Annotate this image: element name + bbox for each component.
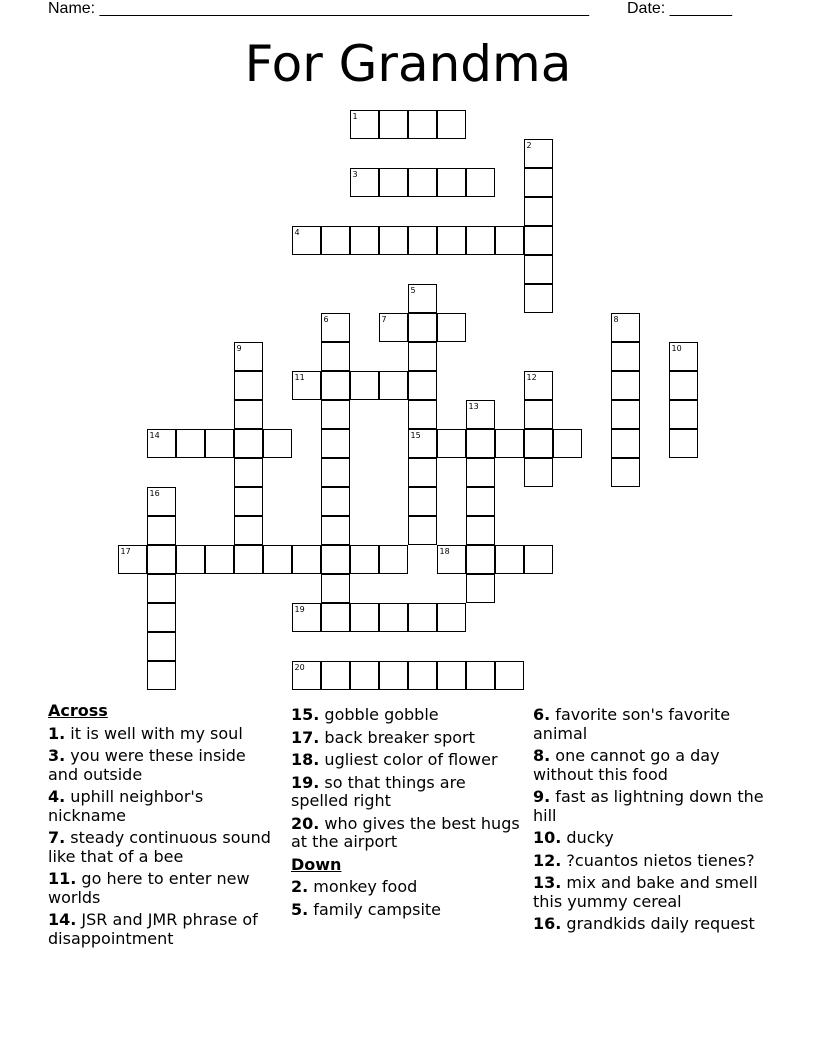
grid-cell[interactable] bbox=[437, 545, 466, 574]
grid-cell[interactable] bbox=[408, 516, 437, 545]
clue-text: fast as lightning down the hill bbox=[533, 787, 764, 825]
clue-text: uphill neighbor's nickname bbox=[48, 787, 204, 825]
grid-cell[interactable] bbox=[524, 400, 553, 429]
grid-cell[interactable] bbox=[611, 458, 640, 487]
clue-number: 7 bbox=[381, 315, 387, 324]
clue-item bbox=[48, 788, 278, 825]
clue-number-label: 20. bbox=[291, 813, 320, 833]
clue-number-label: 9. bbox=[533, 787, 551, 806]
clue-item bbox=[291, 878, 523, 897]
grid-cell[interactable] bbox=[147, 516, 176, 545]
grid-cell[interactable] bbox=[466, 400, 495, 429]
clue-text: back breaker sport bbox=[319, 727, 475, 747]
grid-cell[interactable] bbox=[524, 255, 553, 284]
clue-number-label: 5. bbox=[291, 899, 309, 919]
grid-cell[interactable] bbox=[350, 226, 379, 255]
grid-cell[interactable] bbox=[321, 603, 350, 632]
grid-cell[interactable] bbox=[408, 226, 437, 255]
grid-cell[interactable] bbox=[350, 661, 379, 690]
grid-cell[interactable] bbox=[524, 168, 553, 197]
clue-item bbox=[48, 725, 278, 744]
grid-cell[interactable] bbox=[147, 661, 176, 690]
grid-cell[interactable] bbox=[524, 371, 553, 400]
down-heading: Down bbox=[291, 854, 342, 874]
grid-cell[interactable] bbox=[437, 226, 466, 255]
grid-cell[interactable] bbox=[466, 516, 495, 545]
grid-cell[interactable] bbox=[292, 661, 321, 690]
grid-cell[interactable] bbox=[147, 574, 176, 603]
clue-number: 14 bbox=[149, 431, 160, 440]
grid-cell[interactable] bbox=[408, 313, 437, 342]
grid-cell[interactable] bbox=[321, 342, 350, 371]
grid-cell[interactable] bbox=[176, 545, 205, 574]
grid-cell[interactable] bbox=[321, 371, 350, 400]
grid-cell[interactable] bbox=[350, 371, 379, 400]
grid-cell[interactable] bbox=[408, 168, 437, 197]
clue-number-label: 14. bbox=[48, 910, 77, 929]
grid-cell[interactable] bbox=[553, 429, 582, 458]
clue-item bbox=[533, 788, 773, 825]
grid-cell[interactable] bbox=[321, 458, 350, 487]
clue-item bbox=[48, 911, 278, 948]
grid-cell[interactable] bbox=[524, 429, 553, 458]
clue-number-label: 1. bbox=[48, 723, 66, 743]
clue-text: monkey food bbox=[308, 877, 418, 896]
grid-cell[interactable] bbox=[466, 429, 495, 458]
grid-cell[interactable] bbox=[495, 429, 524, 458]
grid-cell[interactable] bbox=[321, 516, 350, 545]
clue-number: 18 bbox=[439, 547, 450, 556]
clue-number: 6 bbox=[323, 315, 329, 324]
grid-cell[interactable] bbox=[524, 226, 553, 255]
clue-number: 11 bbox=[294, 373, 305, 382]
date-field-label[interactable]: Date: _______ bbox=[627, 0, 732, 17]
clue-text: JSR and JMR phrase of disappointment bbox=[48, 910, 258, 948]
clue-text: favorite son's favorite animal bbox=[533, 705, 731, 743]
clue-text: go here to enter new worlds bbox=[48, 869, 250, 907]
clue-number: 19 bbox=[294, 605, 305, 614]
clue-text: you were these inside and outside bbox=[48, 746, 246, 784]
clue-number: 2 bbox=[526, 141, 532, 150]
grid-cell[interactable] bbox=[408, 371, 437, 400]
grid-cell[interactable] bbox=[437, 429, 466, 458]
grid-cell[interactable] bbox=[350, 168, 379, 197]
grid-cell[interactable] bbox=[408, 661, 437, 690]
clue-text: so that things are spelled right bbox=[291, 772, 466, 810]
grid-cell[interactable] bbox=[379, 603, 408, 632]
grid-cell[interactable] bbox=[437, 661, 466, 690]
grid-cell[interactable] bbox=[147, 487, 176, 516]
clue-number-label: 17. bbox=[291, 727, 320, 747]
clue-number-label: 8. bbox=[533, 746, 551, 765]
clue-item bbox=[291, 774, 523, 811]
grid-cell[interactable] bbox=[466, 168, 495, 197]
grid-cell[interactable] bbox=[379, 226, 408, 255]
grid-cell[interactable] bbox=[408, 284, 437, 313]
clue-text: steady continuous sound like that of a bee bbox=[48, 828, 271, 866]
grid-cell[interactable] bbox=[611, 400, 640, 429]
clue-number: 9 bbox=[236, 344, 242, 353]
grid-cell[interactable] bbox=[350, 545, 379, 574]
grid-cell[interactable] bbox=[292, 545, 321, 574]
grid-cell[interactable] bbox=[466, 661, 495, 690]
clue-number-label: 3. bbox=[48, 746, 66, 765]
clue-item bbox=[533, 915, 773, 934]
grid-cell[interactable] bbox=[350, 110, 379, 139]
clue-item bbox=[533, 852, 773, 871]
grid-cell[interactable] bbox=[524, 545, 553, 574]
grid-cell[interactable] bbox=[669, 429, 698, 458]
grid-cell[interactable] bbox=[147, 603, 176, 632]
clue-number: 13 bbox=[468, 402, 479, 411]
clue-number: 12 bbox=[526, 373, 537, 382]
grid-cell[interactable] bbox=[437, 168, 466, 197]
grid-cell[interactable] bbox=[669, 342, 698, 371]
grid-cell[interactable] bbox=[147, 632, 176, 661]
grid-cell[interactable] bbox=[379, 110, 408, 139]
grid-cell[interactable] bbox=[234, 487, 263, 516]
grid-cell[interactable] bbox=[466, 458, 495, 487]
clue-number-label: 19. bbox=[291, 772, 320, 792]
clue-item bbox=[291, 729, 523, 748]
grid-cell[interactable] bbox=[321, 661, 350, 690]
clue-number-label: 10. bbox=[533, 828, 562, 847]
clue-item bbox=[291, 815, 523, 852]
clue-item bbox=[533, 829, 773, 848]
grid-cell[interactable] bbox=[466, 574, 495, 603]
clues-column-1 bbox=[48, 702, 278, 948]
grid-cell[interactable] bbox=[669, 400, 698, 429]
grid-cell[interactable] bbox=[321, 400, 350, 429]
grid-cell[interactable] bbox=[321, 574, 350, 603]
grid-cell[interactable] bbox=[234, 400, 263, 429]
grid-cell[interactable] bbox=[292, 371, 321, 400]
grid-cell[interactable] bbox=[234, 516, 263, 545]
grid-cell[interactable] bbox=[466, 545, 495, 574]
grid-cell[interactable] bbox=[379, 545, 408, 574]
clue-item bbox=[291, 901, 523, 920]
grid-cell[interactable] bbox=[524, 197, 553, 226]
clue-text: family campsite bbox=[308, 899, 442, 919]
grid-cell[interactable] bbox=[350, 603, 379, 632]
clue-item bbox=[48, 870, 278, 907]
grid-cell[interactable] bbox=[466, 487, 495, 516]
grid-cell[interactable] bbox=[379, 371, 408, 400]
grid-cell[interactable] bbox=[234, 458, 263, 487]
grid-cell[interactable] bbox=[321, 429, 350, 458]
grid-cell[interactable] bbox=[147, 545, 176, 574]
clue-text: gobble gobble bbox=[319, 705, 439, 724]
clue-text: ugliest color of flower bbox=[319, 750, 498, 769]
grid-cell[interactable] bbox=[408, 110, 437, 139]
name-field-label[interactable]: Name: _______________________________________________________ bbox=[48, 0, 589, 17]
grid-cell[interactable] bbox=[408, 458, 437, 487]
clue-text: ducky bbox=[561, 828, 614, 847]
grid-cell[interactable] bbox=[669, 371, 698, 400]
grid-cell[interactable] bbox=[495, 661, 524, 690]
clue-number: 5 bbox=[410, 286, 416, 295]
grid-cell[interactable] bbox=[524, 139, 553, 168]
clue-number-label: 6. bbox=[533, 705, 551, 724]
across-clue-list bbox=[48, 725, 278, 949]
grid-cell[interactable] bbox=[408, 342, 437, 371]
grid-cell[interactable] bbox=[437, 603, 466, 632]
clue-number-label: 16. bbox=[533, 914, 562, 933]
grid-cell[interactable] bbox=[292, 226, 321, 255]
clue-item bbox=[48, 747, 278, 784]
clue-text: it is well with my soul bbox=[65, 723, 243, 743]
clue-number: 8 bbox=[613, 315, 619, 324]
grid-cell[interactable] bbox=[524, 284, 553, 313]
clue-number-label: 15. bbox=[291, 705, 320, 724]
clue-number-label: 13. bbox=[533, 873, 562, 892]
clue-number: 4 bbox=[294, 228, 300, 237]
clue-number: 10 bbox=[671, 344, 682, 353]
grid-cell[interactable] bbox=[205, 429, 234, 458]
grid-cell[interactable] bbox=[205, 545, 234, 574]
grid-cell[interactable] bbox=[321, 545, 350, 574]
clues-column-3 bbox=[533, 702, 773, 934]
grid-cell[interactable] bbox=[379, 168, 408, 197]
clue-number-label: 12. bbox=[533, 850, 562, 870]
clue-number: 16 bbox=[149, 489, 160, 498]
grid-cell[interactable] bbox=[495, 545, 524, 574]
clue-text: grandkids daily request bbox=[561, 914, 755, 933]
grid-cell[interactable] bbox=[263, 429, 292, 458]
grid-cell[interactable] bbox=[234, 371, 263, 400]
grid-cell[interactable] bbox=[321, 226, 350, 255]
clue-item bbox=[48, 829, 278, 866]
clue-number: 20 bbox=[294, 663, 305, 672]
clue-item bbox=[533, 706, 773, 743]
grid-cell[interactable] bbox=[611, 371, 640, 400]
grid-cell[interactable] bbox=[263, 545, 292, 574]
clue-number-label: 18. bbox=[291, 750, 320, 769]
grid-cell[interactable] bbox=[234, 545, 263, 574]
grid-cell[interactable] bbox=[408, 400, 437, 429]
clue-number-label: 4. bbox=[48, 787, 66, 806]
clue-number: 3 bbox=[352, 170, 358, 179]
clue-item bbox=[533, 874, 773, 911]
clue-text: one cannot go a day without this food bbox=[533, 746, 720, 784]
page-title: For Grandma bbox=[244, 35, 572, 93]
grid-cell[interactable] bbox=[118, 545, 147, 574]
clue-item bbox=[291, 706, 523, 725]
grid-cell[interactable] bbox=[234, 429, 263, 458]
clue-text: mix and bake and smell this yummy cereal bbox=[533, 873, 758, 911]
clue-item bbox=[533, 747, 773, 784]
down-clue-list bbox=[291, 878, 523, 919]
grid-cell[interactable] bbox=[147, 429, 176, 458]
clue-number: 17 bbox=[120, 547, 131, 556]
clue-text: ?cuantos nietos tienes? bbox=[561, 850, 755, 870]
down-clue-list-continued bbox=[533, 706, 773, 934]
clues-column-2 bbox=[291, 702, 523, 919]
grid-cell[interactable] bbox=[408, 603, 437, 632]
grid-cell[interactable] bbox=[437, 313, 466, 342]
grid-cell[interactable] bbox=[379, 661, 408, 690]
grid-cell[interactable] bbox=[408, 429, 437, 458]
across-clue-list-continued bbox=[291, 706, 523, 852]
grid-cell[interactable] bbox=[466, 226, 495, 255]
grid-cell[interactable] bbox=[408, 487, 437, 516]
grid-cell[interactable] bbox=[292, 603, 321, 632]
grid-cell[interactable] bbox=[321, 313, 350, 342]
across-heading: Across bbox=[48, 701, 108, 720]
clue-item bbox=[291, 751, 523, 770]
grid-cell[interactable] bbox=[234, 342, 263, 371]
grid-cell[interactable] bbox=[524, 458, 553, 487]
grid-cell[interactable] bbox=[611, 342, 640, 371]
grid-cell[interactable] bbox=[437, 110, 466, 139]
clue-number-label: 7. bbox=[48, 828, 66, 847]
clue-number: 1 bbox=[352, 112, 358, 121]
clue-number-label: 2. bbox=[291, 877, 309, 896]
grid-cell[interactable] bbox=[611, 429, 640, 458]
clue-text: who gives the best hugs at the airport bbox=[291, 813, 520, 851]
grid-cell[interactable] bbox=[495, 226, 524, 255]
clue-number: 15 bbox=[410, 431, 421, 440]
grid-cell[interactable] bbox=[379, 313, 408, 342]
grid-cell[interactable] bbox=[321, 487, 350, 516]
clue-number-label: 11. bbox=[48, 869, 77, 888]
grid-cell[interactable] bbox=[611, 313, 640, 342]
grid-cell[interactable] bbox=[176, 429, 205, 458]
